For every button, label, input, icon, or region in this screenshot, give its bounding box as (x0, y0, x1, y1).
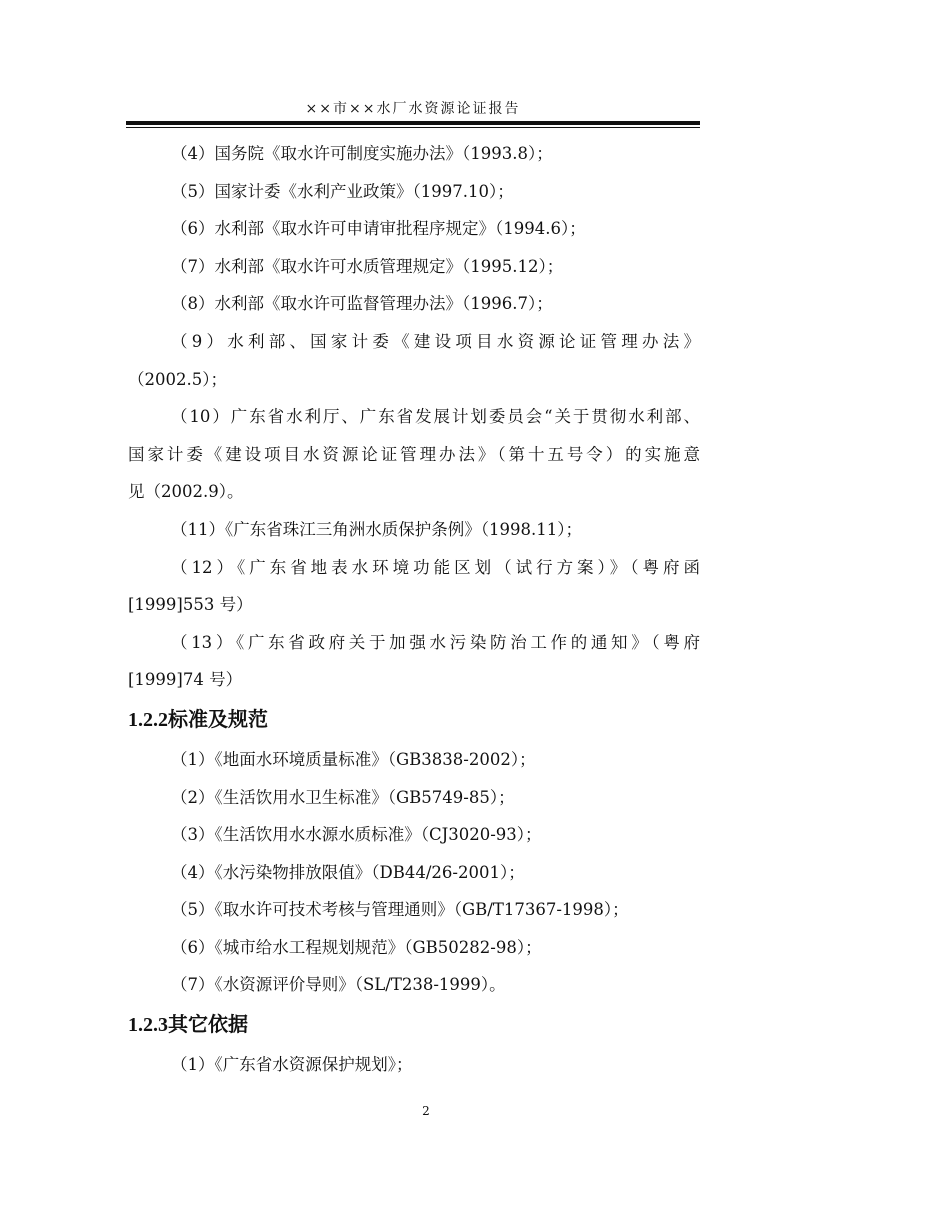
other-item: （1）《广东省水资源保护规划》； (171, 1055, 413, 1075)
page-number: 2 (422, 1104, 430, 1118)
header-rule-thick (126, 121, 700, 125)
law-item (128, 173, 700, 211)
document-body (128, 135, 700, 1084)
law-line: （11）《广东省珠江三角洲水质保护条例》（1998.11）； (171, 519, 582, 539)
law-item (128, 624, 700, 699)
law-item (128, 210, 700, 248)
law-item (128, 323, 700, 398)
law-item (128, 549, 700, 624)
law-item (128, 135, 700, 173)
law-line: （8）水利部《取水许可监督管理办法》（1996.7）； (171, 294, 553, 314)
law-line: （12）《广东省地表水环境功能区划（试行方案）》（粤府函 (171, 557, 700, 577)
law-line: （5）国家计委《水利产业政策》（1997.10）； (171, 181, 514, 201)
section-heading-standards: 1.2.2标准及规范 (128, 708, 268, 731)
law-line: 国家计委《建设项目水资源论证管理办法》（第十五号令）的实施意 (128, 444, 700, 464)
law-item (128, 248, 700, 286)
page-header-title: ××市××水厂水资源论证报告 (305, 101, 521, 117)
header-rule-thin (126, 127, 700, 128)
standard-item: （2）《生活饮用水卫生标准》（GB5749-85）； (171, 787, 515, 807)
standard-item: （5）《取水许可技术考核与管理通则》（GB/T17367-1998）； (171, 900, 629, 920)
standard-item: （4）《水污染物排放限值》（DB44/26-2001）； (171, 862, 525, 882)
standard-item: （6）《城市给水工程规划规范》（GB50282-98）； (171, 937, 542, 957)
standard-item: （7）《水资源评价导则》（SL/T238-1999）。 (171, 975, 506, 995)
law-line: 见（2002.9）。 (128, 482, 244, 502)
law-line: （13）《广东省政府关于加强水污染防治工作的通知》（粤府 (171, 632, 700, 652)
law-line: （10）广东省水利厅、广东省发展计划委员会“关于贯彻水利部、 (171, 407, 700, 427)
law-line: （6）水利部《取水许可申请审批程序规定》（1994.6）； (171, 219, 586, 239)
law-line: [1999]553 号） (128, 595, 253, 615)
standard-item: （1）《地面水环境质量标准》（GB3838-2002）； (171, 749, 536, 769)
law-item (128, 398, 700, 511)
law-line: （2002.5）； (128, 369, 227, 389)
law-item (128, 285, 700, 323)
law-line: （4）国务院《取水许可制度实施办法》（1993.8）； (171, 144, 553, 163)
law-item (128, 511, 700, 549)
law-line: （9）水利部、国家计委《建设项目水资源论证管理办法》 (171, 331, 700, 351)
section-heading-other: 1.2.3其它依据 (128, 1014, 248, 1037)
law-line: （7）水利部《取水许可水质管理规定》（1995.12）； (171, 256, 564, 276)
law-line: [1999]74 号） (128, 670, 243, 690)
standard-item: （3）《生活饮用水水源水质标准》（CJ3020-93）； (171, 825, 542, 845)
